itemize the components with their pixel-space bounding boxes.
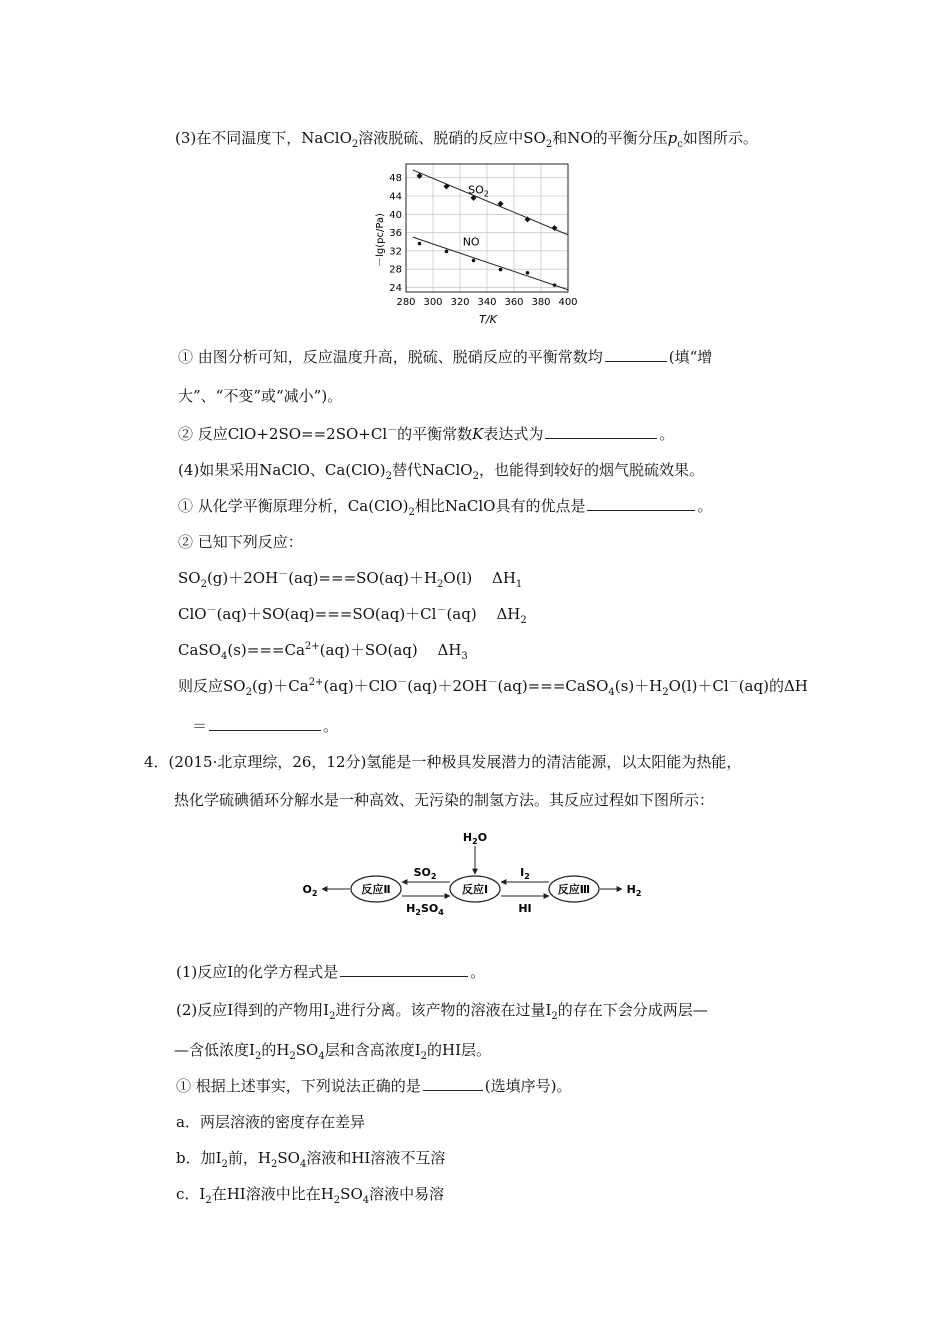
- x-tick-label-4: 360: [504, 297, 524, 308]
- answer-blank-1[interactable]: [605, 347, 667, 362]
- h2so4-label: $H_2SO_4$: [406, 902, 444, 917]
- fit-line-NO: [413, 237, 568, 290]
- h2-label: $H_2$: [626, 883, 642, 898]
- answer-blank-4[interactable]: [209, 716, 321, 731]
- equation-3: $CaSO_4(s)===Ca^{2+}(aq)+SO(aq)$ $\Delta H_3$: [178, 641, 468, 662]
- point-NO-1: [445, 250, 449, 254]
- point-SO2-1: [444, 183, 450, 189]
- question4-intro-line2: 热化学硫碘循环分解水是一种高效、无污染的制氢方法。其反应过程如下图所示：: [174, 791, 715, 809]
- y-tick-label-6: 48: [389, 173, 402, 185]
- y-tick-label-0: 24: [389, 282, 402, 294]
- q3-item1-line1: ① 由图分析可知，反应温度升高，脱硫、脱硝反应的平衡常数均 (填“增: [178, 348, 713, 366]
- hi-label: HI: [518, 902, 532, 915]
- x-tick-label-2: 320: [450, 297, 470, 308]
- q4-part1: (1)反应Ⅰ的化学方程式是 。: [176, 963, 486, 981]
- option-a: a．两层溶液的密度存在差异: [176, 1113, 365, 1131]
- o2-label: $O_2$: [302, 883, 318, 898]
- q4-part2-line1: (2)反应Ⅰ得到的产物用$I_2$进行分离。该产物的溶液在过量$I_2$的存在下会分成两层—: [176, 1001, 708, 1022]
- point-NO-2: [472, 259, 476, 263]
- q4-item1: ① 从化学平衡原理分析，$Ca(ClO)_2$相比NaClO具有的优点是 。: [178, 497, 713, 518]
- y-tick-label-1: 28: [389, 264, 402, 276]
- fit-line-SO2: [413, 170, 568, 235]
- series-label-NO: NO: [462, 235, 480, 249]
- option-c: c．$I_2$在HI溶液中比在$H_2SO_4$溶液中易溶: [176, 1185, 445, 1206]
- equation-1: $SO_2(g)+2OH^-(aq)===SO(aq)+H_2O(l)$ $\Delta H_1$: [178, 569, 523, 590]
- x-tick-label-1: 300: [423, 297, 443, 308]
- series-label-SO2: $SO_2$: [468, 183, 489, 199]
- point-NO-0: [418, 242, 422, 246]
- point-NO-4: [526, 271, 530, 275]
- y-tick-label-4: 40: [389, 209, 402, 221]
- answer-blank-5[interactable]: [340, 962, 468, 977]
- answer-blank-3[interactable]: [587, 496, 695, 511]
- chart-x-axis-label: T/K: [479, 313, 497, 326]
- x-tick-label-5: 380: [531, 297, 551, 308]
- series-label-subscript: 2: [483, 189, 489, 199]
- y-tick-label-3: 36: [389, 228, 402, 240]
- point-NO-5: [553, 283, 557, 287]
- q4-item2: ② 已知下列反应：: [178, 533, 303, 551]
- answer-blank-6[interactable]: [423, 1076, 483, 1091]
- x-tick-label-6: 400: [558, 297, 578, 308]
- option-b: b．加$I_2$前，$H_2SO_4$溶液和HI溶液不互溶: [176, 1149, 446, 1170]
- sulfur-iodine-cycle-diagram: [290, 828, 650, 920]
- reaction-2-label: 反应Ⅱ: [361, 883, 391, 896]
- h2o-label: $H_2O$: [462, 831, 488, 846]
- final-reaction-answer: ＝ 。: [192, 717, 339, 735]
- q4-part2-line2: —含低浓度$I_2$的$H_2SO_4$层和含高浓度$I_2$的HI层。: [174, 1041, 492, 1062]
- chart-plot-area: [389, 164, 577, 308]
- equilibrium-pressure-chart: [370, 158, 585, 328]
- reaction-1-label: 反应Ⅰ: [461, 883, 489, 896]
- i2-label: $I_2$: [520, 866, 530, 881]
- equation-2: ClO－(aq)＋SO(aq)===SO(aq)＋Cl－(aq) $\Delta H_2$: [178, 605, 527, 626]
- question4-intro-line1: 4．(2015·北京理综，26，12分)氢能是一种极具发展潜力的清洁能源，以太阳能为热能，: [144, 753, 742, 771]
- q3-item2: ② 反应ClO+2SO==2SO+Cl－的平衡常数K表达式为 。: [178, 425, 675, 443]
- x-tick-label-0: 280: [396, 297, 416, 308]
- y-tick-label-2: 32: [389, 246, 402, 258]
- q4-intro: (4)如果采用NaClO、$Ca(ClO)_2$替代NaClO$_2$，也能得到较好的烟气脱硫效果。: [178, 461, 704, 482]
- y-tick-label-5: 44: [389, 191, 402, 203]
- point-NO-3: [499, 268, 503, 272]
- q4-subq1: ① 根据上述事实，下列说法正确的是 (选填序号)。: [176, 1077, 572, 1095]
- q3-intro: (3)在不同温度下，NaClO$_2$溶液脱硫、脱硝的反应中$SO_2$和NO的平衡分压$p_c$如图所示。: [175, 129, 758, 150]
- so2-label: $SO_2$: [413, 866, 437, 881]
- final-reaction: 则反应$SO_2(g)+Ca^{2+}(aq)+ClO^-(aq)+2OH^-(aq)===CaSO_4(s)+H_2O(l)+Cl^-(aq)$的ΔH: [178, 677, 808, 698]
- x-tick-label-3: 340: [477, 297, 497, 308]
- q3-item1-line2: 大”、“不变”或“减小”)。: [178, 387, 343, 405]
- reaction-3-label: 反应Ⅲ: [557, 883, 591, 896]
- answer-blank-2[interactable]: [545, 424, 657, 439]
- chart-y-axis-label: －lg(pc/Pa): [375, 213, 386, 267]
